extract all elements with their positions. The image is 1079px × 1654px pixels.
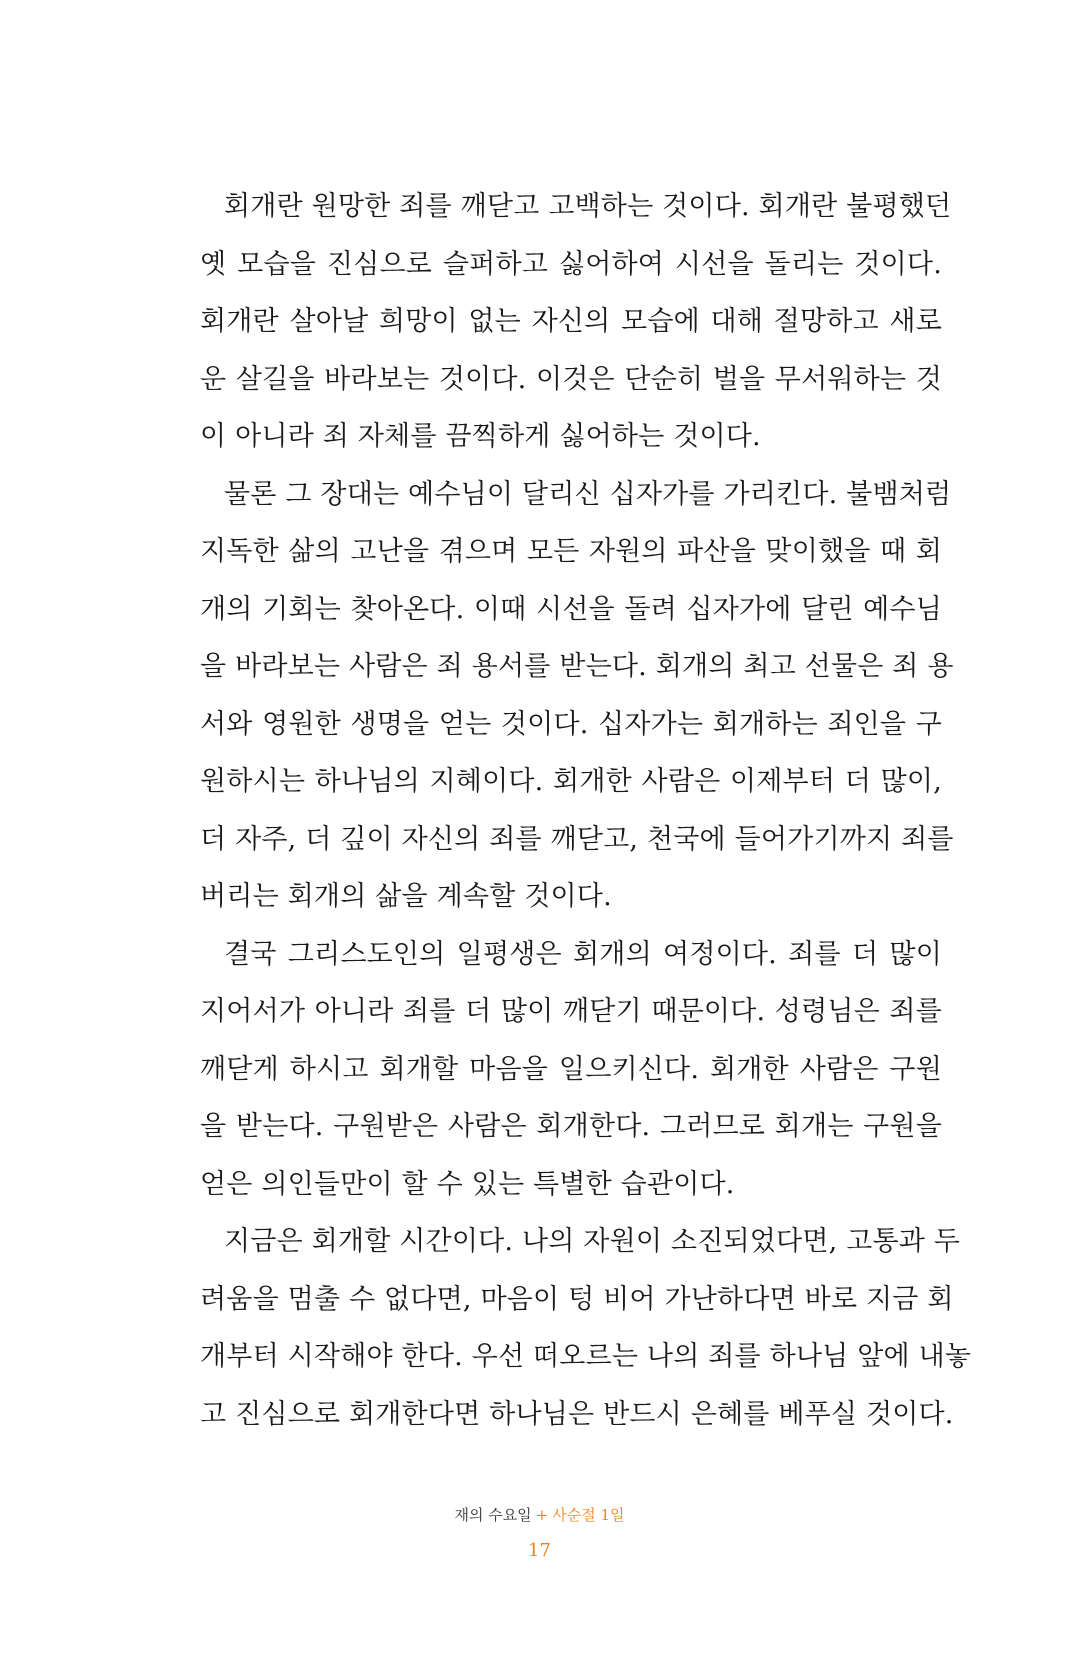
page-number: 17 xyxy=(528,1540,551,1561)
text-line: 지금은 회개할 시간이다. 나의 자원이 소진되었다면, 고통과 두 xyxy=(224,1226,961,1257)
text-line: 얻은 의인들만이 할 수 있는 특별한 습관이다. xyxy=(200,1168,735,1200)
body-text xyxy=(200,178,972,1443)
text-line: 깨닫게 하시고 회개할 마음을 일으키신다. 회개한 사람은 구원 xyxy=(200,1053,942,1085)
text-line: 고 진심으로 회개한다면 하나님은 반드시 은혜를 베푸실 것이다. xyxy=(200,1398,954,1430)
running-footer xyxy=(0,1504,1079,1525)
text-line: 을 받는다. 구원받은 사람은 회개한다. 그러므로 회개는 구원을 xyxy=(200,1111,942,1142)
text-line: 운 살길을 바라보는 것이다. 이것은 단순히 벌을 무서워하는 것 xyxy=(200,363,942,395)
text-line: 지독한 삶의 고난을 겪으며 모든 자원의 파산을 맞이했을 때 회 xyxy=(200,536,942,567)
text-line: 이 아니라 죄 자체를 끔찍하게 싫어하는 것이다. xyxy=(200,421,761,452)
text-line: 서와 영원한 생명을 얻는 것이다. 십자가는 회개하는 죄인을 구 xyxy=(200,708,942,740)
text-line: 회개란 원망한 죄를 깨닫고 고백하는 것이다. 회개란 불평했던 xyxy=(224,191,952,222)
footer-subtitle: 사순절 1일 xyxy=(552,1506,625,1524)
text-line: 옛 모습을 진심으로 슬퍼하고 싫어하여 시선을 돌리는 것이다. xyxy=(200,248,942,280)
text-line: 결국 그리스도인의 일평생은 회개의 여정이다. 죄를 더 많이 xyxy=(224,938,942,970)
text-line: 개부터 시작해야 한다. 우선 떠오르는 나의 죄를 하나님 앞에 내놓 xyxy=(200,1341,972,1372)
text-line: 물론 그 장대는 예수님이 달리신 십자가를 가리킨다. 불뱀처럼 xyxy=(224,478,952,510)
text-line: 개의 기회는 찾아온다. 이때 시선을 돌려 십자가에 달린 예수님 xyxy=(200,593,942,625)
text-line: 지어서가 아니라 죄를 더 많이 깨닫기 때문이다. 성령님은 죄를 xyxy=(200,996,942,1027)
text-line: 원하시는 하나님의 지혜이다. 회개한 사람은 이제부터 더 많이, xyxy=(200,766,942,797)
footer-separator: + xyxy=(535,1506,549,1524)
footer-title: 재의 수요일 xyxy=(454,1506,532,1524)
text-line: 버리는 회개의 삶을 계속할 것이다. xyxy=(200,881,612,912)
text-line: 려움을 멈출 수 없다면, 마음이 텅 비어 가난하다면 바로 지금 회 xyxy=(200,1283,954,1315)
text-line: 회개란 살아날 희망이 없는 자신의 모습에 대해 절망하고 새로 xyxy=(200,306,942,337)
text-line: 을 바라보는 사람은 죄 용서를 받는다. 회개의 최고 선물은 죄 용 xyxy=(200,651,954,682)
text-line: 더 자주, 더 깊이 자신의 죄를 깨닫고, 천국에 들어가기까지 죄를 xyxy=(200,823,954,855)
